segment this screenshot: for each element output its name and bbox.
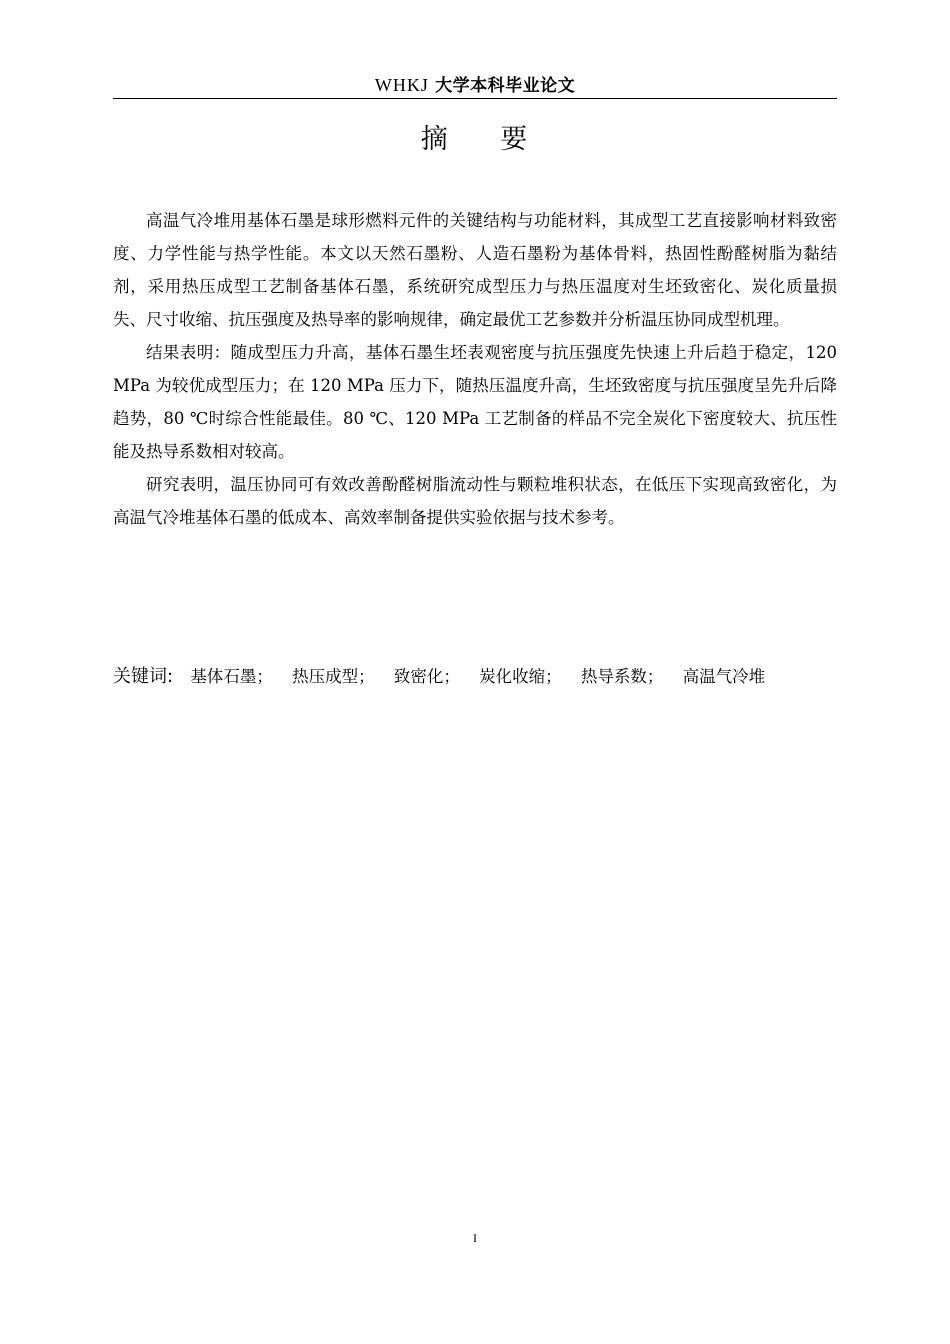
keyword-item: 基体石墨； (190, 667, 273, 686)
keywords-line (113, 660, 837, 693)
keyword-item: 热导系数； (580, 667, 664, 686)
abstract-paragraph-3: 研究表明，温压协同可有效改善酚醛树脂流动性与颗粒堆积状态，在低压下实现高致密化，为高温气冷堆基体石墨的低成本、高效率制备提供实验依据与技术参考。 (113, 475, 837, 527)
header-university-text: 大学本科毕业论文 (435, 76, 576, 96)
page-number: I (473, 1231, 477, 1245)
keywords-label: 关键词: (113, 666, 174, 687)
header-rule (113, 98, 837, 99)
keyword-item: 致密化； (393, 667, 460, 686)
keyword-item: 热压成型； (292, 667, 375, 686)
header-code: WHKJ (374, 75, 429, 95)
keyword-item: 炭化收缩； (479, 667, 562, 686)
running-header (113, 72, 837, 99)
keyword-item: 高温气冷堆 (682, 667, 766, 686)
page-title: 摘 要 (420, 124, 530, 155)
abstract-paragraph-2: 结果表明：随成型压力升高，基体石墨生坯表观密度与抗压强度先快速上升后趋于稳定，120 MPa 为较优成型压力；在 120 MPa 压力下，随热压温度升高，生坯致密度与抗压强度呈先升后降趋势，80 ℃时综合性能最佳。80 ℃、120 MPa 工艺制备的样品不完全炭化下密度较大、抗压性能及热导系数相对较高。 (113, 343, 837, 461)
abstract-paragraph-1: 高温气冷堆用基体石墨是球形燃料元件的关键结构与功能材料，其成型工艺直接影响材料致密度、力学性能与热学性能。本文以天然石墨粉、人造石墨粉为基体骨料，热固性酚醛树脂为黏结剂，采用热压成型工艺制备基体石墨，系统研究成型压力与热压温度对生坯致密化、炭化质量损失、尺寸收缩、抗压强度及热导率的影响规律，确定最优工艺参数并分析温压协同成型机理。 (113, 211, 837, 329)
abstract-body (113, 204, 837, 534)
